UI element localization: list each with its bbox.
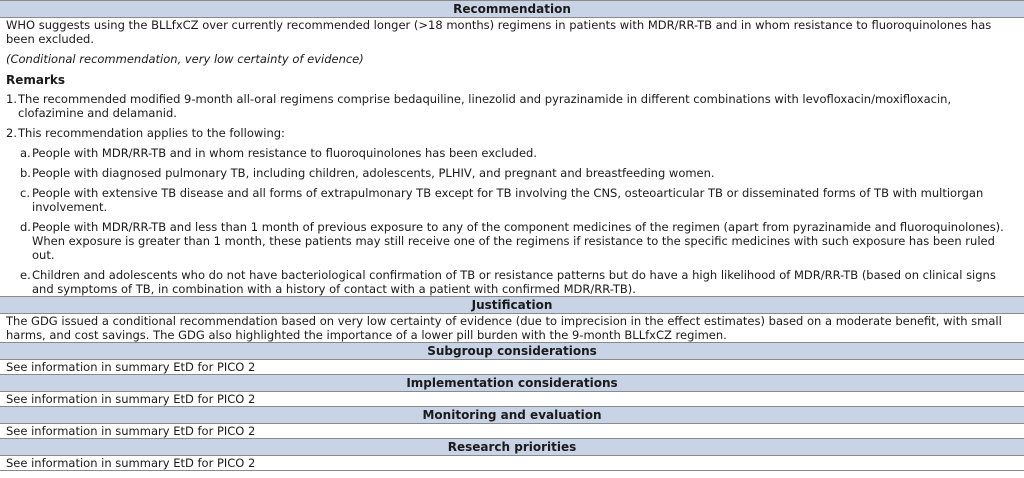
remark-text: The recommended modified 9-month all-oral regimens comprise bedaquiline, linezolid and pyrazinamide in different combinations with levofloxacin/moxifloxacin, clofazimine and delamanid. (18, 92, 952, 120)
implementation-section (0, 392, 1024, 406)
subgroup-text: See information in summary EtD for PICO 2 (6, 360, 256, 374)
recommendation-text: WHO suggests using the BLLfxCZ over currently recommended longer (>18 months) regimens in patients with MDR/RR-TB and in whom resistance to fluoroquinolones has been excluded. (6, 18, 992, 46)
subitem-b (20, 166, 1018, 180)
subitem-label: e. (20, 268, 31, 282)
research-section (0, 456, 1024, 471)
recommendation-qualifier: (Conditional recommendation, very low certainty of evidence) (6, 52, 364, 66)
remark-text: This recommendation applies to the following: (18, 126, 285, 140)
subitem-text: People with diagnosed pulmonary TB, including children, adolescents, PLHIV, and pregnant and breastfeeding women. (32, 166, 715, 180)
implementation-text: See information in summary EtD for PICO 2 (6, 392, 256, 406)
remarks-title: Remarks (6, 73, 66, 87)
remark-number: 1. (6, 92, 17, 106)
subgroup-section (0, 360, 1024, 374)
subitem-text: People with extensive TB disease and all forms of extrapulmonary TB except for TB involving the CNS, osteoarticular TB or disseminated forms of TB with multiorgan involvement. (32, 186, 984, 214)
justification-text: The GDG issued a conditional recommendation based on very low certainty of evidence (due to imprecision in the effect estimates) based on a moderate benefit, with small harms, and cost savings. The GDG also highlighted the importance of a lower pill burden with the 9-month BLLfxCZ regimen. (6, 314, 1002, 342)
subitem-text: People with MDR/RR-TB and in whom resistance to fluoroquinolones has been excluded. (32, 146, 538, 160)
monitoring-header: Monitoring and evaluation (0, 406, 1024, 424)
remark-number: 2. (6, 126, 17, 140)
subitem-label: d. (20, 220, 31, 234)
monitoring-section (0, 424, 1024, 438)
subgroup-header: Subgroup considerations (0, 342, 1024, 360)
subitem-label: b. (20, 166, 31, 180)
research-text: See information in summary EtD for PICO 2 (6, 456, 256, 470)
monitoring-text: See information in summary EtD for PICO 2 (6, 424, 256, 438)
research-header: Research priorities (0, 438, 1024, 456)
subitem-e (20, 268, 1018, 296)
recommendation-header: Recommendation (0, 0, 1024, 18)
justification-section (0, 314, 1024, 342)
subitem-text: People with MDR/RR-TB and less than 1 month of previous exposure to any of the component medicines of the regimen (apart from pyrazinamide and fluoroquinolones). When exposure is greater than 1 month, these patients may still receive one of the regimens if resistance to the specific medicines with such exposure has been ruled out. (32, 220, 1004, 262)
remark-item-2 (6, 126, 1018, 140)
subitem-text: Children and adolescents who do not have bacteriological confirmation of TB or resistance patterns but do have a high likelihood of MDR/RR-TB (based on clinical signs and symptoms of TB, in combination with a history of contact with a patient with confirmed MDR/RR-TB). (32, 268, 996, 296)
implementation-header: Implementation considerations (0, 374, 1024, 392)
subitem-c (20, 186, 1018, 214)
justification-header: Justification (0, 296, 1024, 314)
subitem-d (20, 220, 1018, 262)
subitem-a (20, 146, 1018, 160)
remark-item-1 (6, 92, 1018, 120)
recommendation-section (0, 18, 1024, 296)
subitem-label: c. (20, 186, 30, 200)
subitem-label: a. (20, 146, 31, 160)
